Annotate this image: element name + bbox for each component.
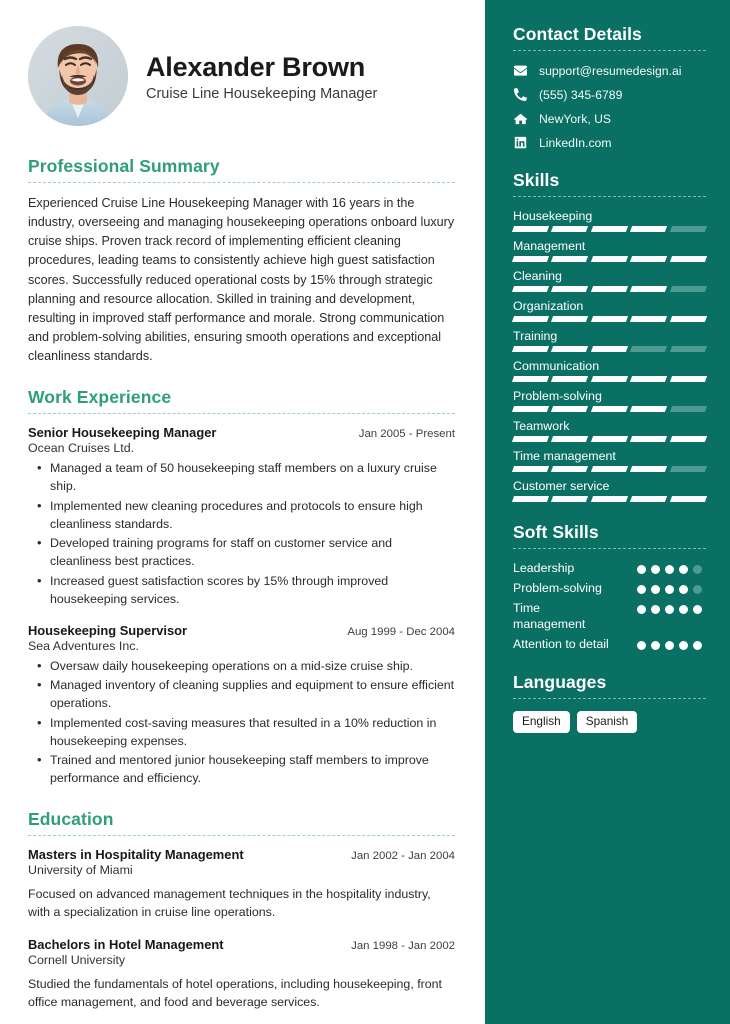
- portrait-photo-icon: [28, 26, 128, 126]
- contact-value: support@resumedesign.ai: [539, 63, 682, 78]
- education-date-range: Jan 1998 - Jan 2002: [351, 939, 455, 952]
- work-bullet: • Developed training programs for staff on customer service and cleanliness best practices.: [28, 535, 455, 571]
- education-entry-header: [28, 937, 455, 952]
- skill-segment: [591, 346, 629, 352]
- work-entry: [28, 425, 455, 608]
- skill-label: Training: [513, 329, 558, 343]
- skill-segment: [551, 256, 589, 262]
- soft-skill-dot: [637, 605, 646, 614]
- skill-segment: [551, 406, 589, 412]
- contact-value: (555) 345-6789: [539, 87, 623, 102]
- soft-skill-dot: [637, 585, 646, 594]
- skill-item: [513, 299, 706, 322]
- skill-segment: [591, 496, 629, 502]
- skill-segment: [670, 496, 708, 502]
- section-languages: [513, 672, 706, 732]
- soft-skills-list: [513, 561, 706, 652]
- skill-level-bar: [513, 256, 706, 262]
- work-job-title: Senior Housekeeping Manager: [28, 425, 217, 441]
- skill-level-bar: [513, 316, 706, 322]
- skill-level-bar: [513, 436, 706, 442]
- education-date-range: Jan 2002 - Jan 2004: [351, 850, 455, 863]
- soft-skill-item: [513, 561, 706, 577]
- skill-segment: [591, 316, 629, 322]
- section-soft-skills: [513, 522, 706, 652]
- skill-label: Housekeeping: [513, 209, 593, 223]
- skill-segment: [630, 466, 668, 472]
- section-work-experience: [28, 387, 455, 788]
- skill-segment: [512, 406, 550, 412]
- section-heading-work: Work Experience: [28, 387, 172, 408]
- skill-item: [513, 479, 706, 502]
- skill-level-bar: [513, 466, 706, 472]
- skill-level-bar: [513, 496, 706, 502]
- skill-segment: [551, 466, 589, 472]
- divider: [513, 50, 706, 51]
- work-list: [28, 425, 455, 788]
- skill-segment: [670, 256, 708, 262]
- contact-item[interactable]: [513, 63, 706, 78]
- skill-level-bar: [513, 286, 706, 292]
- soft-skill-dot: [651, 605, 660, 614]
- skill-level-bar: [513, 376, 706, 382]
- skill-segment: [591, 256, 629, 262]
- soft-skill-dot: [637, 565, 646, 574]
- skill-segment: [551, 316, 589, 322]
- envelope-icon: [513, 63, 528, 78]
- soft-skill-label: Time management: [513, 600, 586, 631]
- resume-sidebar: [485, 0, 730, 1024]
- skill-segment: [670, 466, 708, 472]
- candidate-job-title: Cruise Line Housekeeping Manager: [146, 86, 378, 103]
- skill-label: Management: [513, 239, 586, 253]
- section-heading-skills: Skills: [513, 170, 560, 190]
- skill-level-bar: [513, 346, 706, 352]
- work-bullet: • Implemented new cleaning procedures and protocols to ensure high cleanliness standards.: [28, 498, 455, 534]
- skill-segment: [670, 406, 708, 412]
- home-icon: [513, 111, 528, 126]
- language-chip: English: [513, 711, 570, 732]
- skill-item: [513, 329, 706, 352]
- resume-header: [28, 26, 455, 126]
- skill-segment: [512, 256, 550, 262]
- work-job-title: Housekeeping Supervisor: [28, 622, 188, 638]
- avatar: [28, 26, 128, 126]
- divider: [28, 182, 455, 183]
- skill-item: [513, 239, 706, 262]
- skill-segment: [670, 286, 708, 292]
- summary-text: Experienced Cruise Line Housekeeping Manager with 16 years in the industry, overseeing and managing housekeeping operations onboard luxury cruise ships. Proven track record of implementing efficient cleaning procedures, leading teams to consistently achieve high guest satisfaction scores. Successfully reduced operational costs by 15% through strategic planning and resource allocation. Skilled in training and development, resulting in improved staff performance and morale. Strong communication and problem-solving abilities, ensuring smooth operations and exceptional cleanliness standards.: [28, 196, 455, 364]
- soft-skill-item: [513, 637, 706, 653]
- skill-segment: [591, 436, 629, 442]
- name-block: [146, 48, 377, 104]
- soft-skill-dot: [637, 641, 646, 650]
- skill-label: Communication: [513, 359, 600, 373]
- contact-value: NewYork, US: [539, 111, 612, 126]
- work-entry: [28, 623, 455, 788]
- skill-segment: [551, 226, 589, 232]
- work-bullet-list: [28, 460, 455, 608]
- skill-segment: [551, 286, 589, 292]
- skill-segment: [512, 316, 550, 322]
- skill-segment: [630, 346, 668, 352]
- soft-skill-dot: [665, 605, 674, 614]
- work-bullet: • Managed a team of 50 housekeeping staff members on a luxury cruise ship.: [28, 460, 455, 496]
- skill-segment: [670, 376, 708, 382]
- work-bullet-list: [28, 658, 455, 788]
- skill-segment: [670, 316, 708, 322]
- education-school: University of Miami: [28, 863, 133, 878]
- skill-label: Cleaning: [513, 269, 562, 283]
- soft-skill-dot: [693, 605, 702, 614]
- page-title: Alexander Brown: [146, 52, 366, 83]
- education-list: [28, 847, 455, 1011]
- skill-level-bar: [513, 406, 706, 412]
- skill-item: [513, 209, 706, 232]
- skill-label: Problem-solving: [513, 389, 602, 403]
- work-entry-header: [28, 425, 455, 440]
- skill-item: [513, 419, 706, 442]
- skill-segment: [551, 346, 589, 352]
- skill-segment: [630, 316, 668, 322]
- section-skills: [513, 170, 706, 502]
- skill-label: Organization: [513, 299, 584, 313]
- skill-segment: [670, 346, 708, 352]
- work-date-range: Jan 2005 - Present: [358, 428, 455, 441]
- education-school: Cornell University: [28, 952, 126, 967]
- linkedin-icon: [513, 135, 528, 150]
- soft-skill-dot: [679, 585, 688, 594]
- section-heading-soft-skills: Soft Skills: [513, 522, 599, 542]
- education-description: Focused on advanced management techniques in the hospitality industry, with a specialization in cruise line operations.: [28, 887, 431, 920]
- skill-segment: [591, 406, 629, 412]
- divider: [513, 196, 706, 197]
- education-entry: [28, 847, 455, 922]
- contact-item[interactable]: [513, 87, 706, 102]
- skill-segment: [591, 286, 629, 292]
- skill-item: [513, 359, 706, 382]
- work-entry-header: [28, 623, 455, 638]
- divider: [513, 548, 706, 549]
- soft-skill-item: [513, 601, 706, 633]
- soft-skill-label: Leadership: [513, 561, 575, 575]
- contact-item[interactable]: [513, 111, 706, 126]
- soft-skill-dot: [651, 565, 660, 574]
- skill-segment: [551, 436, 589, 442]
- soft-skill-dot: [693, 585, 702, 594]
- contact-item[interactable]: [513, 135, 706, 150]
- skill-item: [513, 449, 706, 472]
- soft-skill-dot: [665, 565, 674, 574]
- education-description: Studied the fundamentals of hotel operations, including housekeeping, front office management, and food and beverage services.: [28, 976, 442, 1010]
- contact-value: LinkedIn.com: [539, 135, 612, 150]
- skill-segment: [630, 286, 668, 292]
- section-professional-summary: [28, 156, 455, 366]
- section-contact-details: [513, 24, 706, 150]
- skill-label: Teamwork: [513, 419, 570, 433]
- skill-segment: [630, 406, 668, 412]
- skills-list: [513, 209, 706, 502]
- skill-item: [513, 389, 706, 412]
- work-bullet: • Increased guest satisfaction scores by 15% through improved housekeeping services.: [28, 573, 455, 609]
- skill-segment: [591, 226, 629, 232]
- skill-label: Customer service: [513, 479, 610, 493]
- skill-segment: [551, 376, 589, 382]
- soft-skill-dot: [665, 641, 674, 650]
- skill-segment: [630, 376, 668, 382]
- education-degree: Bachelors in Hotel Management: [28, 936, 224, 952]
- divider: [28, 835, 455, 836]
- section-heading-summary: Professional Summary: [28, 156, 220, 176]
- soft-skill-rating: [637, 581, 706, 594]
- section-heading-education: Education: [28, 809, 114, 830]
- skill-label: Time management: [513, 449, 616, 463]
- education-entry: [28, 937, 455, 1012]
- section-heading-contact: Contact Details: [513, 24, 642, 44]
- work-date-range: Aug 1999 - Dec 2004: [347, 625, 455, 638]
- work-bullet: • Trained and mentored junior housekeeping staff members to improve performance and efficiency.: [28, 752, 455, 788]
- soft-skill-label: Attention to detail: [513, 636, 609, 651]
- divider: [28, 413, 455, 414]
- soft-skill-dot: [693, 565, 702, 574]
- contact-list: [513, 63, 706, 150]
- skill-item: [513, 269, 706, 292]
- skill-segment: [512, 346, 550, 352]
- work-bullet: • Managed inventory of cleaning supplies and equipment to ensure efficient operations.: [28, 677, 455, 713]
- soft-skill-item: [513, 581, 706, 597]
- soft-skill-label: Problem-solving: [513, 580, 602, 595]
- skill-segment: [591, 376, 629, 382]
- language-chip-list: [513, 711, 706, 732]
- soft-skill-rating: [637, 637, 706, 650]
- skill-segment: [512, 226, 550, 232]
- skill-segment: [512, 466, 550, 472]
- skill-segment: [630, 436, 668, 442]
- work-bullet: • Implemented cost-saving measures that resulted in a 10% reduction in housekeeping expenses.: [28, 715, 455, 751]
- skill-segment: [512, 496, 550, 502]
- soft-skill-dot: [679, 641, 688, 650]
- work-company: Sea Adventures Inc.: [28, 638, 139, 653]
- divider: [513, 698, 706, 699]
- soft-skill-rating: [637, 601, 706, 614]
- skill-level-bar: [513, 226, 706, 232]
- skill-segment: [512, 376, 550, 382]
- section-heading-languages: Languages: [513, 672, 607, 693]
- soft-skill-dot: [651, 585, 660, 594]
- phone-icon: [513, 87, 528, 102]
- skill-segment: [512, 286, 550, 292]
- work-bullet: • Oversaw daily housekeeping operations on a mid-size cruise ship.: [28, 658, 455, 676]
- skill-segment: [670, 436, 708, 442]
- soft-skill-dot: [651, 641, 660, 650]
- work-company: Ocean Cruises Ltd.: [28, 441, 135, 456]
- soft-skill-rating: [637, 561, 706, 574]
- skill-segment: [670, 226, 708, 232]
- soft-skill-dot: [679, 605, 688, 614]
- soft-skill-dot: [693, 641, 702, 650]
- skill-segment: [630, 496, 668, 502]
- skill-segment: [551, 496, 589, 502]
- education-entry-header: [28, 847, 455, 862]
- skill-segment: [630, 226, 668, 232]
- skill-segment: [591, 466, 629, 472]
- soft-skill-dot: [679, 565, 688, 574]
- skill-segment: [512, 436, 550, 442]
- section-education: [28, 809, 455, 1011]
- skill-segment: [630, 256, 668, 262]
- language-chip: Spanish: [577, 711, 638, 732]
- education-degree: Masters in Hospitality Management: [28, 847, 244, 863]
- soft-skill-dot: [665, 585, 674, 594]
